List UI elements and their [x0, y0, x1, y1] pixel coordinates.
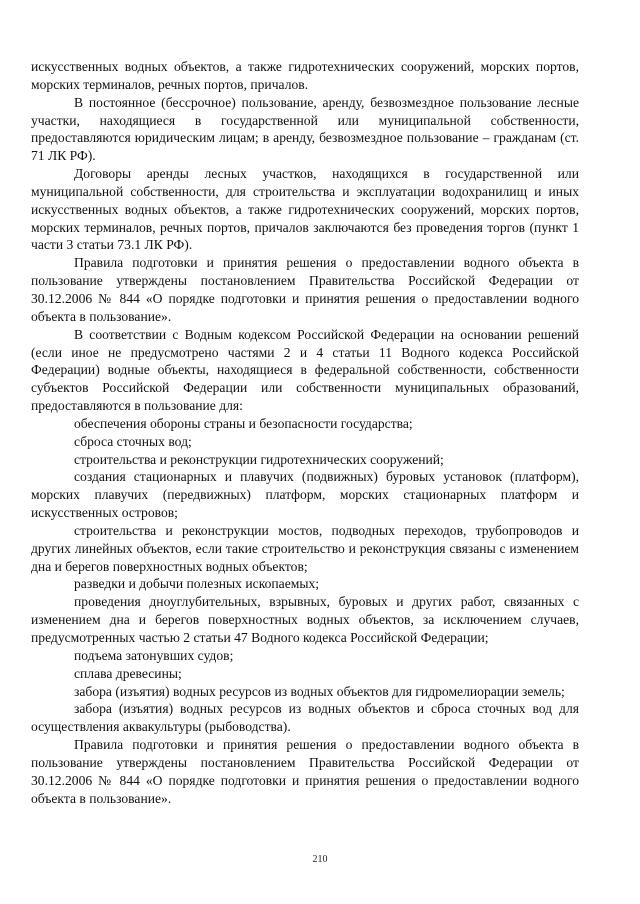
paragraph-water-object-rules: Правила подготовки и принятия решения о предоставлении водного объекта в пользование утверждены постановлением Правительства Российской Федерации от 30.12.2006 № 844 «О порядке подготовки и принятия решения о предоставлении водного объекта в пользование». [31, 255, 579, 324]
list-item-drilling-platforms: создания стационарных и плавучих (подвижных) буровых установок (платформ), морских плавучих (передвижных) платформ, морских стационарных платформ и искусственных островов; [31, 469, 579, 521]
list-item-sunken-vessels: подъема затонувших судов; [74, 647, 234, 663]
paragraph-forest-lease-contracts: Договоры аренды лесных участков, находящихся в государственной или муниципальной собственности, для строительства и эксплуатации водохранилищ и иных искусственных водных объектов, а также гидротехнических сооружений, морских портов, морских терминалов, речных портов, причалов заключаются без проведения торгов (пункт 1 части 3 статьи 73.1 ЛК РФ). [31, 166, 579, 253]
paragraph-water-code-decisions: В соответствии с Водным кодексом Российской Федерации на основании решений (если иное не предусмотрено частями 2 и 4 статьи 11 Водного кодекса Российской Федерации) водные объекты, находящиеся в федеральной собственности, собственности субъектов Российской Федерации или собственности муниципальных образований, предоставляются в пользование для: [31, 326, 579, 414]
paragraph-forest-plots-use: В постоянное (бессрочное) пользование, аренду, безвозмездное пользование лесные участки, находящиеся в государственной или муниципальной собственности, предоставляются юридическим лицам; в аренду, безвозмездное пользование – гражданам (ст. 71 ЛК РФ). [31, 94, 579, 164]
list-item-mineral-extraction: разведки и добычи полезных ископаемых; [74, 576, 320, 592]
document-body [31, 58, 579, 807]
list-item-bridges-pipelines: строительства и реконструкции мостов, подводных переходов, трубопроводов и других линейных объектов, если такие строительство и реконструкция связаны с изменением дна и берегов поверхностных водных объектов; [31, 522, 579, 574]
paragraph-continuation: искусственных водных объектов, а также гидротехнических сооружений, морских портов, морских терминалов, речных портов, причалов. [31, 59, 579, 92]
list-item-dredging-works: проведения дноуглубительных, взрывных, буровых и других работ, связанных с изменением дна и берегов поверхностных водных объектов, за исключением случаев, предусмотренных частью 2 статьи 47 Водного кодекса Российской Федерации; [31, 594, 579, 645]
list-item-land-reclamation: забора (изъятия) водных ресурсов из водных объектов для гидромелиорации земель; [74, 683, 565, 699]
paragraph-water-object-rules-repeat: Правила подготовки и принятия решения о предоставлении водного объекта в пользование утверждены постановлением Правительства Российской Федерации от 30.12.2006 № 844 «О порядке подготовки и принятия решения о предоставлении водного объекта в пользование». [31, 737, 579, 806]
list-item-wastewater: сброса сточных вод; [74, 433, 192, 449]
page-number: 210 [312, 854, 328, 865]
list-item-aquaculture: забора (изъятия) водных ресурсов из водных объектов и сброса сточных вод для осуществления аквакультуры (рыбоводства). [31, 701, 579, 735]
list-item-timber-rafting: сплава древесины; [74, 665, 182, 681]
list-item-hydraulic-structures: строительства и реконструкции гидротехнических сооружений; [74, 451, 444, 467]
list-item-defense: обеспечения обороны страны и безопасности государства; [74, 415, 413, 431]
